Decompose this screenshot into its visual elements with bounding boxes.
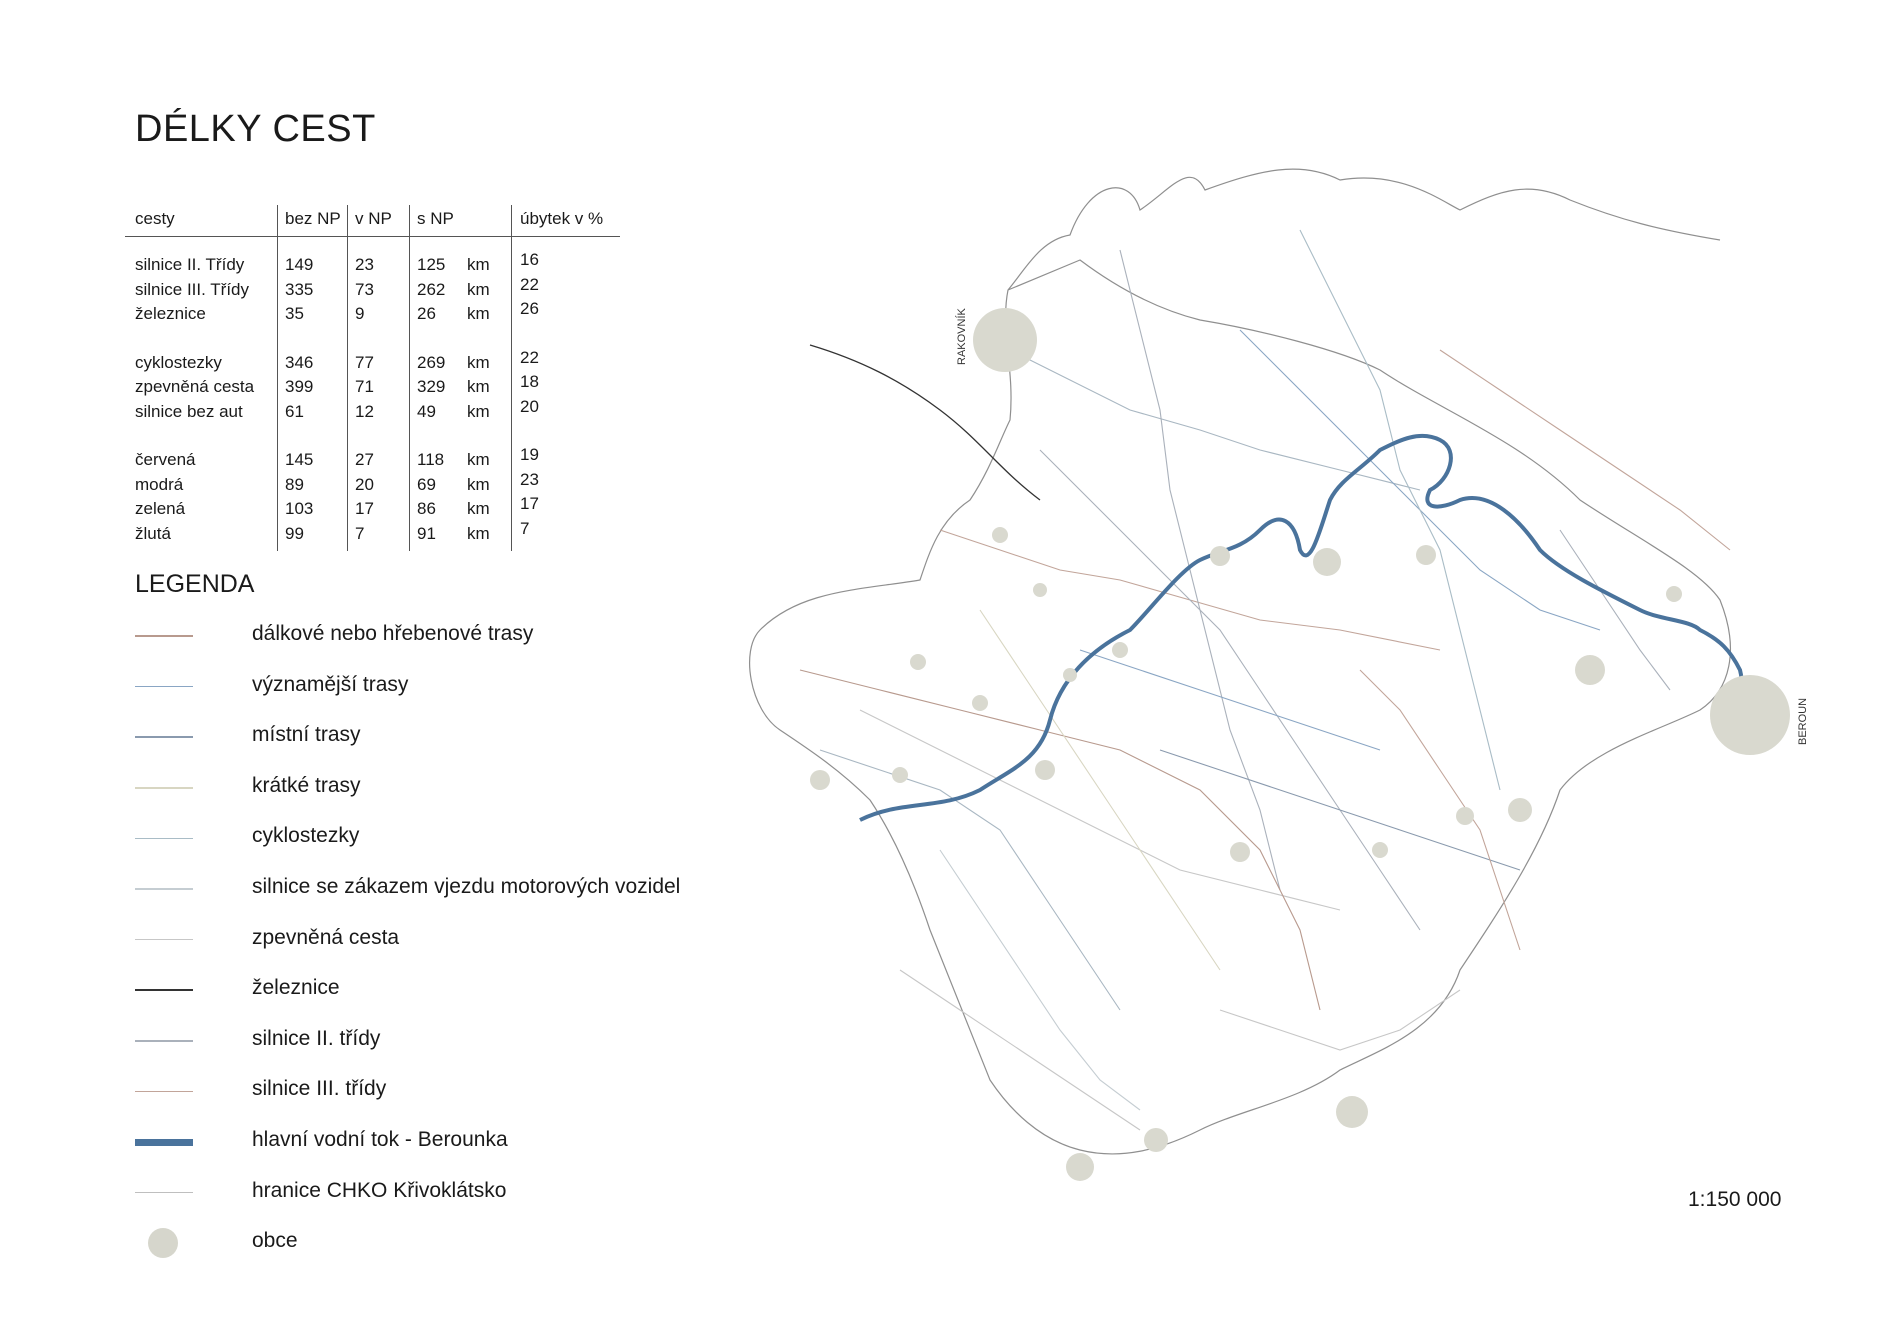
value-s-np: 49	[417, 401, 436, 421]
town	[910, 654, 926, 670]
value-unit: km	[467, 377, 490, 396]
value-s-np: 91	[417, 523, 436, 543]
legend-label: zpevněná cesta	[252, 925, 400, 949]
value-ubytek: 20	[520, 396, 539, 416]
row-label: železnice	[135, 304, 206, 323]
legend-label: železnice	[252, 976, 340, 1000]
legend-label: hranice CHKO Křivoklátsko	[252, 1178, 507, 1202]
town	[1416, 545, 1436, 565]
legend-label: krátké trasy	[252, 773, 361, 797]
value-unit: km	[467, 499, 490, 518]
value-ubytek: 7	[520, 518, 530, 538]
legend-symbol-line	[135, 989, 193, 991]
value-unit: km	[467, 474, 490, 494]
town	[1666, 586, 1682, 602]
town	[1508, 798, 1532, 822]
value-s-np: 329	[417, 377, 446, 396]
value-s-np: 262	[417, 279, 446, 299]
value-bez-np: 89	[285, 474, 304, 494]
table-column-divider	[277, 205, 278, 551]
value-bez-np: 145	[285, 450, 314, 469]
header-v-np: v NP	[355, 209, 392, 228]
value-v-np: 9	[355, 304, 365, 323]
town	[1033, 583, 1047, 597]
legend-item	[0, 926, 760, 956]
legend-item	[0, 875, 760, 905]
legend-item	[0, 723, 760, 753]
town	[892, 767, 908, 783]
header-bez-np: bez NP	[285, 209, 341, 228]
value-bez-np: 99	[285, 523, 304, 543]
legend-label: silnice III. třídy	[252, 1077, 387, 1101]
value-s-np: 86	[417, 499, 436, 518]
value-s-np: 69	[417, 474, 436, 494]
value-v-np: 12	[355, 401, 374, 421]
value-v-np: 7	[355, 523, 365, 543]
road-length-table	[125, 205, 620, 555]
header-cesty: cesty	[135, 209, 175, 228]
route-map	[740, 150, 1810, 1200]
page-title: DÉLKY CEST	[135, 108, 376, 150]
town	[972, 695, 988, 711]
town	[992, 527, 1008, 543]
legend-item	[0, 1128, 760, 1158]
value-ubytek: 22	[520, 347, 539, 367]
row-label: modrá	[135, 474, 184, 494]
legend-item	[0, 1179, 760, 1209]
legend-item	[0, 673, 760, 703]
row-label: cyklostezky	[135, 352, 222, 372]
value-unit: km	[467, 523, 490, 543]
town	[1372, 842, 1388, 858]
legend-item	[0, 622, 760, 652]
legend-item	[0, 824, 760, 854]
value-ubytek: 23	[520, 469, 539, 489]
label-rakovnik: RAKOVNÍK	[956, 308, 968, 365]
header-s-np: s NP	[417, 209, 454, 228]
legend-label: obce	[252, 1229, 298, 1253]
table-column-divider	[347, 205, 348, 551]
value-ubytek: 16	[520, 250, 539, 269]
legend-symbol-line	[135, 1139, 193, 1146]
town	[810, 770, 830, 790]
value-bez-np: 103	[285, 499, 314, 518]
value-ubytek: 26	[520, 299, 539, 318]
value-v-np: 73	[355, 279, 374, 299]
value-unit: km	[467, 304, 490, 323]
legend-symbol-line	[135, 736, 193, 738]
legend-item	[0, 774, 760, 804]
value-s-np: 26	[417, 304, 436, 323]
value-unit: km	[467, 279, 490, 299]
value-v-np: 77	[355, 352, 374, 372]
row-label: zpevněná cesta	[135, 377, 255, 396]
legend-item	[0, 1027, 760, 1057]
table-header-divider	[125, 236, 620, 237]
legend-symbol-dot	[148, 1228, 178, 1258]
legend-label: hlavní vodní tok - Berounka	[252, 1128, 508, 1151]
town	[1210, 546, 1230, 566]
value-unit: km	[467, 352, 490, 372]
legend-symbol-line	[135, 1040, 193, 1042]
value-bez-np: 346	[285, 352, 314, 372]
value-ubytek: 18	[520, 372, 539, 391]
row-label: žlutá	[135, 523, 171, 543]
town	[1456, 807, 1474, 825]
row-label: silnice bez aut	[135, 401, 243, 421]
legend-label: silnice se zákazem vjezdu motorových vozidel	[252, 875, 681, 898]
legend-label: silnice II. třídy	[252, 1026, 381, 1050]
town	[1313, 548, 1341, 576]
row-label: zelená	[135, 499, 186, 518]
legend-label: dálkové nebo hřebenové trasy	[252, 622, 534, 645]
value-bez-np: 61	[285, 401, 304, 421]
header-ubytek: úbytek v %	[520, 209, 604, 228]
value-s-np: 118	[417, 450, 445, 469]
value-bez-np: 399	[285, 377, 314, 396]
town	[1575, 655, 1605, 685]
value-s-np: 269	[417, 352, 446, 372]
row-label: silnice II. Třídy	[135, 255, 245, 274]
value-ubytek: 17	[520, 494, 539, 513]
town	[1066, 1153, 1094, 1181]
value-unit: km	[467, 401, 490, 421]
legend-symbol-line	[135, 838, 193, 840]
legend-symbol-line	[135, 1091, 193, 1093]
town	[1112, 642, 1128, 658]
value-ubytek: 19	[520, 445, 539, 464]
legend-title: LEGENDA	[135, 570, 255, 598]
legend-label: významější trasy	[252, 672, 409, 696]
value-v-np: 71	[355, 377, 374, 396]
town	[1035, 760, 1055, 780]
town	[1336, 1096, 1368, 1128]
value-unit: km	[467, 450, 490, 469]
label-beroun: BEROUN	[1797, 697, 1809, 745]
legend-label: cyklostezky	[252, 824, 360, 848]
legend-symbol-line	[135, 1192, 193, 1194]
legend-item	[0, 976, 760, 1006]
legend-symbol-line	[135, 686, 193, 688]
row-label: červená	[135, 450, 196, 469]
value-bez-np: 35	[285, 304, 304, 323]
table-column-divider	[409, 205, 410, 551]
value-ubytek: 22	[520, 274, 539, 294]
legend-symbol-line	[135, 635, 193, 637]
value-v-np: 17	[355, 499, 374, 518]
value-bez-np: 335	[285, 279, 314, 299]
value-bez-np: 149	[285, 255, 314, 274]
value-v-np: 20	[355, 474, 374, 494]
legend-item	[0, 1077, 760, 1107]
value-unit: km	[467, 255, 490, 274]
table-column-divider	[511, 205, 512, 551]
value-v-np: 27	[355, 450, 374, 469]
legend-label: místní trasy	[252, 723, 361, 747]
legend-item	[0, 1229, 760, 1259]
town-beroun	[1710, 675, 1790, 755]
town	[1230, 842, 1250, 862]
value-s-np: 125	[417, 255, 446, 274]
legend-symbol-line	[135, 939, 193, 941]
row-label: silnice III. Třídy	[135, 279, 249, 299]
legend-symbol-line	[135, 787, 193, 789]
town-rakovnik	[973, 308, 1037, 372]
value-v-np: 23	[355, 255, 374, 274]
map-scale: 1:150 000	[1688, 1188, 1782, 1211]
town	[1063, 668, 1077, 682]
legend-symbol-line	[135, 888, 193, 890]
town	[1144, 1128, 1168, 1152]
